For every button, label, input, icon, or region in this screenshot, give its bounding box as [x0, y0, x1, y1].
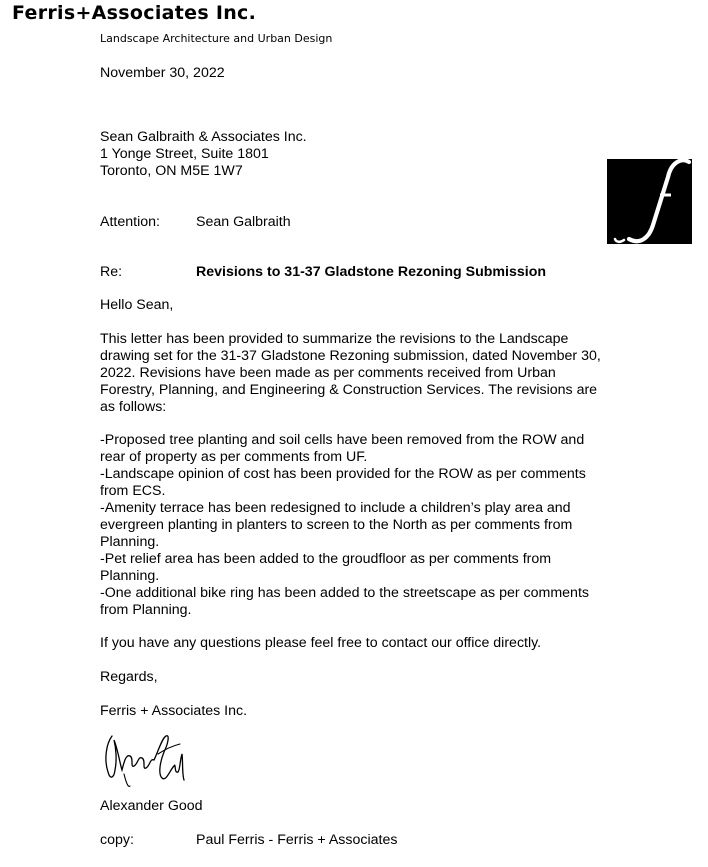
- revision-line: Planning.: [100, 568, 160, 584]
- firm-logo-icon: [607, 159, 692, 244]
- recipient-address: [100, 129, 307, 180]
- letterhead-company: Ferris+Associates Inc.: [12, 2, 257, 24]
- revision-line: Planning.: [100, 534, 160, 550]
- paragraph-line: as follows:: [100, 399, 167, 415]
- revision-line: -Proposed tree planting and soil cells have been removed from the ROW and: [100, 432, 585, 448]
- revision-line: from ECS.: [100, 483, 166, 499]
- recipient-line: Toronto, ON M5E 1W7: [100, 163, 243, 179]
- paragraph-line: 2022. Revisions have been made as per comments received from Urban: [100, 365, 556, 381]
- regards: Regards,: [100, 669, 158, 685]
- paragraph-line: This letter has been provided to summarize the revisions to the Landscape: [100, 331, 569, 347]
- revision-line: -One additional bike ring has been added to the streetscape as per comments: [100, 585, 589, 601]
- copy-value: Paul Ferris - Ferris + Associates: [196, 832, 398, 848]
- attention-value: Sean Galbraith: [196, 214, 291, 230]
- closing-note: If you have any questions please feel free to contact our office directly.: [100, 635, 542, 651]
- letterhead-tagline: Landscape Architecture and Urban Design: [100, 32, 333, 45]
- paragraph-line: Forestry, Planning, and Engineering & Construction Services. The revisions are: [100, 382, 598, 398]
- revision-line: -Landscape opinion of cost has been provided for the ROW as per comments: [100, 466, 586, 482]
- handwritten-signature: [100, 730, 190, 792]
- signatory-name: Alexander Good: [100, 798, 203, 814]
- revision-line: evergreen planting in planters to screen to the North as per comments from: [100, 517, 573, 533]
- revision-line: -Pet relief area has been added to the groudfloor as per comments from: [100, 551, 552, 567]
- paragraph-line: drawing set for the 31-37 Gladstone Rezoning submission, dated November 30,: [100, 348, 601, 364]
- revision-line: -Amenity terrace has been redesigned to include a children’s play area and: [100, 500, 571, 516]
- recipient-line: Sean Galbraith & Associates Inc.: [100, 129, 307, 145]
- revision-line: rear of property as per comments from UF.: [100, 449, 368, 465]
- recipient-line: 1 Yonge Street, Suite 1801: [100, 146, 269, 162]
- attention-label: Attention:: [100, 214, 160, 230]
- integral-f-logo-icon: [607, 159, 692, 244]
- intro-paragraph: [100, 331, 601, 416]
- re-subject: Revisions to 31-37 Gladstone Rezoning Submission: [196, 264, 547, 280]
- letter-date: November 30, 2022: [100, 65, 225, 81]
- salutation: Hello Sean,: [100, 297, 174, 313]
- copy-label: copy:: [100, 832, 134, 848]
- re-label: Re:: [100, 264, 123, 280]
- revision-line: from Planning.: [100, 602, 192, 618]
- revisions-list: [100, 432, 589, 619]
- signoff-company: Ferris + Associates Inc.: [100, 703, 248, 719]
- signature: [100, 730, 190, 792]
